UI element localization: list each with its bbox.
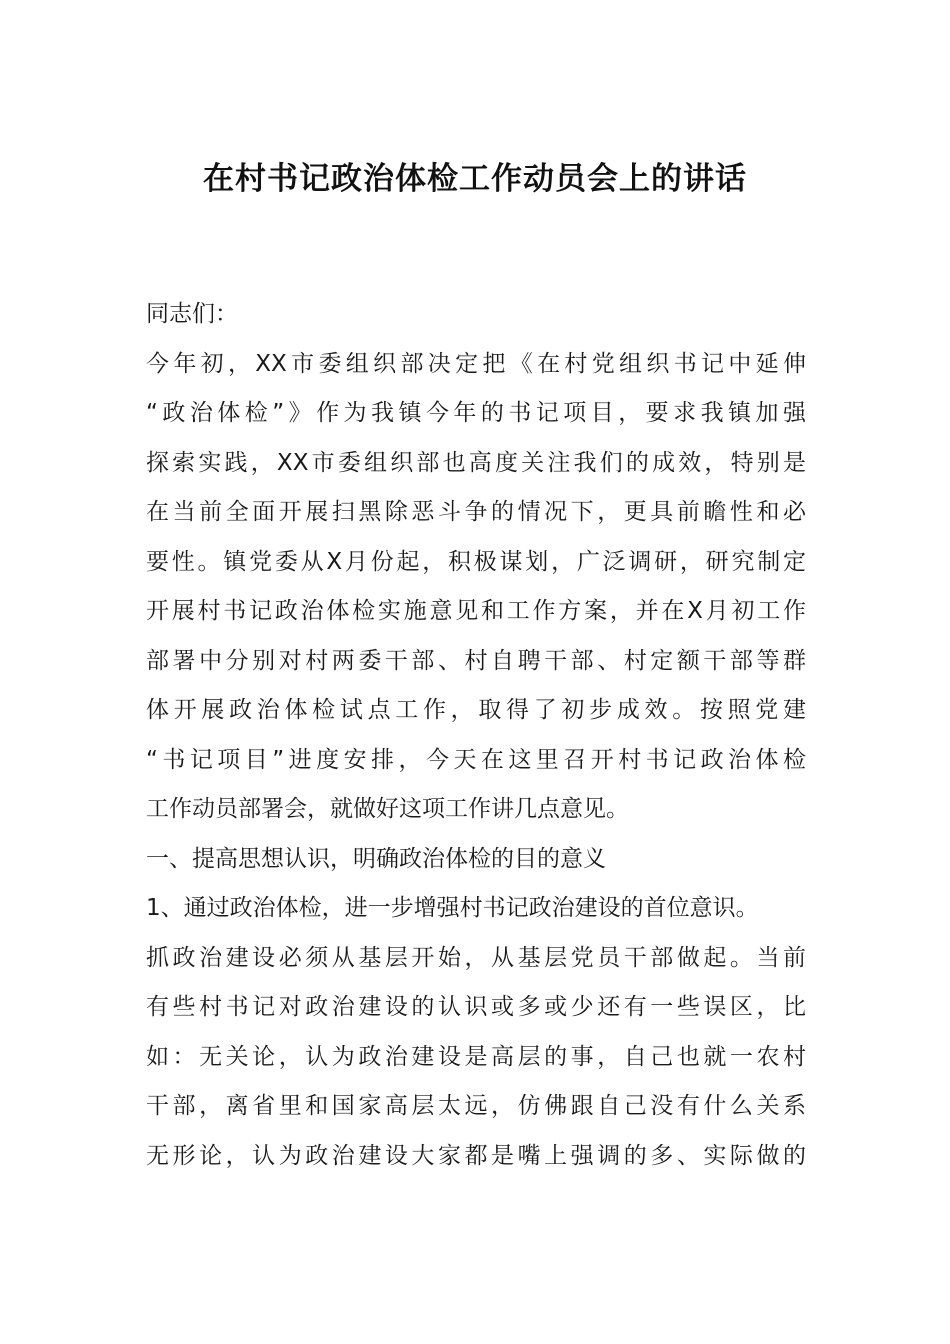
paragraph-line: 在当前全面开展扫黑除恶斗争的情况下，更具前瞻性和必 [146, 499, 806, 525]
paragraph-line: 有些村书记对政治建设的认识或多或少还有一些误区，比 [146, 994, 806, 1020]
paragraph-line: 要性。镇党委从X月份起，积极谋划，广泛调研，研究制定 [146, 548, 806, 575]
paragraph-line: 抓政治建设必须从基层开始，从基层党员干部做起。当前 [146, 944, 806, 971]
paragraph-line: 体开展政治体检试点工作，取得了初步成效。按照党建 [146, 697, 806, 723]
paragraph-line: “书记项目”进度安排，今天在这里召开村书记政治体检 [146, 746, 806, 773]
paragraph-line: 开展村书记政治体检实施意见和工作方案，并在X月初工作 [146, 598, 806, 624]
subsection-heading: 1、通过政治体检，进一步增强村书记政治建设的首位意识。 [146, 895, 759, 921]
paragraph-line: 探索实践，XX市委组织部也高度关注我们的成效，特别是 [146, 449, 806, 476]
salutation-line: 同志们： [146, 301, 238, 327]
paragraph-line: 工作动员部署会，就做好这项工作讲几点意见。 [146, 796, 629, 822]
paragraph-line: 无形论，认为政治建设大家都是嘴上强调的多、实际做的 [146, 1142, 806, 1169]
paragraph-line: “政治体检”》作为我镇今年的书记项目，要求我镇加强 [146, 400, 806, 426]
document-title: 在村书记政治体检工作动员会上的讲话 [203, 161, 747, 197]
paragraph-line: 如：无关论，认为政治建设是高层的事，自己也就一农村 [146, 1043, 806, 1070]
paragraph-line: 今年初，XX市委组织部决定把《在村党组织书记中延伸 [146, 350, 806, 377]
paragraph-line: 干部，离省里和国家高层太远，仿佛跟自己没有什么关系 [146, 1093, 806, 1119]
paragraph-line: 部署中分别对村两委干部、村自聘干部、村定额干部等群 [146, 647, 806, 674]
document-body [146, 290, 826, 1181]
section-heading: 一、提高思想认识，明确政治体检的目的意义 [146, 845, 606, 872]
